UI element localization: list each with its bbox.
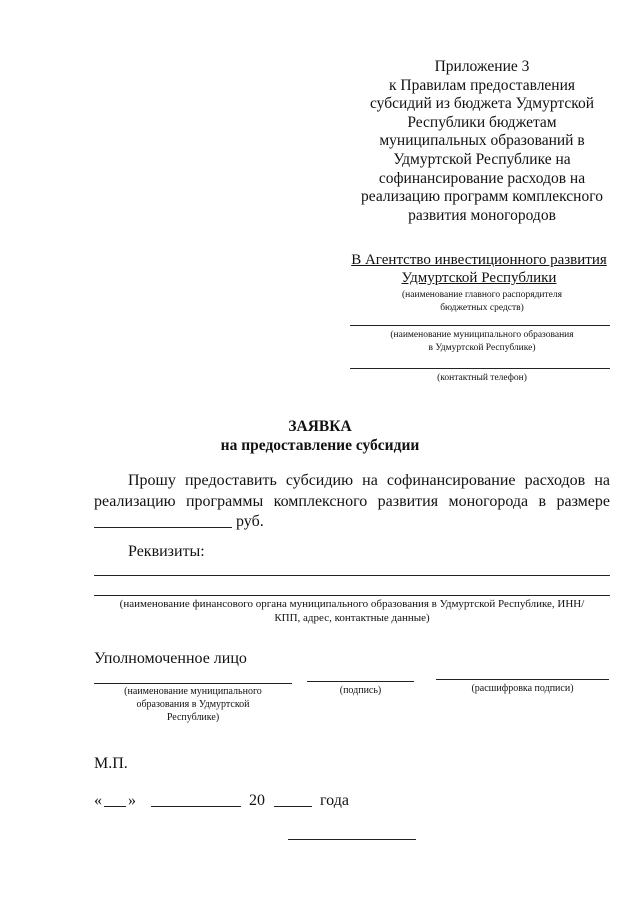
date-close-quote: »	[128, 792, 136, 809]
addressee-line-1: В Агентство инвестиционного развития	[351, 252, 607, 268]
document-title: ЗАЯВКА	[288, 418, 352, 435]
requisites-line-1[interactable]	[94, 575, 610, 576]
appendix-line: субсидий из бюджета Удмуртской	[369, 95, 595, 113]
date-century: 20	[249, 792, 265, 809]
amount-line[interactable]	[94, 527, 232, 528]
date-open-quote: «	[94, 792, 102, 809]
date-month-line[interactable]	[151, 806, 241, 807]
requisites-hint-line: (наименование финансового органа муниципального образования в Удмуртской Республике, ИНН/	[119, 598, 585, 610]
requisites-label: Реквизиты:	[128, 543, 205, 560]
appendix-line: Удмуртской Республике на	[393, 150, 571, 168]
date-year-word: года	[320, 792, 349, 809]
body-line-2: реализацию программы комплексного развития моногорода в размере	[94, 493, 610, 510]
appendix-line: развития моногородов	[408, 206, 556, 224]
requisites-line-2[interactable]	[94, 595, 610, 596]
recipient-hint	[352, 289, 612, 315]
addressee-block	[348, 251, 610, 287]
phone-hint: (контактный телефон)	[437, 373, 527, 383]
municipality-line[interactable]	[350, 325, 610, 326]
signature-line[interactable]	[307, 681, 414, 682]
appendix-line: софинансирование расходов на	[378, 169, 586, 187]
addressee-line-2: Удмуртской Республики	[401, 270, 557, 286]
municipality-hint	[352, 329, 612, 355]
decoding-hint: (расшифровка подписи)	[471, 683, 574, 694]
phone-line[interactable]	[350, 368, 610, 369]
bottom-divider	[288, 839, 416, 840]
authorized-hint-line: (наименование муниципального	[124, 686, 262, 697]
authorized-name-line[interactable]	[94, 683, 292, 684]
authorized-hint-line: Республике)	[166, 712, 220, 723]
recipient-hint-line: бюджетных средств)	[440, 303, 524, 313]
signature-hint: (подпись)	[339, 685, 382, 696]
appendix-line: к Правилам предоставления	[388, 76, 576, 94]
appendix-block	[352, 58, 612, 225]
appendix-line: реализацию программ комплексного	[361, 188, 603, 206]
municipality-hint-line: (наименование муниципального образования	[390, 330, 574, 340]
document-subtitle: на предоставление субсидии	[220, 437, 420, 454]
decoding-line[interactable]	[436, 679, 609, 680]
authorized-label: Уполномоченное лицо	[94, 650, 247, 667]
appendix-line: Приложение 3	[434, 58, 530, 75]
requisites-hint-line: КПП, адрес, контактные данные)	[274, 612, 430, 624]
currency-label: руб.	[236, 513, 264, 530]
requisites-hint	[94, 597, 610, 625]
recipient-hint-line: (наименование главного распорядителя	[402, 290, 562, 300]
body-line-1: Прошу предоставить субсидию на софинансирование расходов на	[128, 472, 610, 489]
date-day-line[interactable]	[104, 806, 126, 807]
appendix-line: Республики бюджетам	[407, 113, 557, 131]
date-year-line[interactable]	[274, 806, 312, 807]
stamp-label: М.П.	[94, 755, 128, 772]
authorized-hint-line: образования в Удмуртской	[136, 699, 250, 710]
municipality-hint-line: в Удмуртской Республике)	[428, 343, 536, 353]
appendix-line: муниципальных образований в	[379, 132, 585, 150]
authorized-name-hint	[94, 685, 292, 724]
